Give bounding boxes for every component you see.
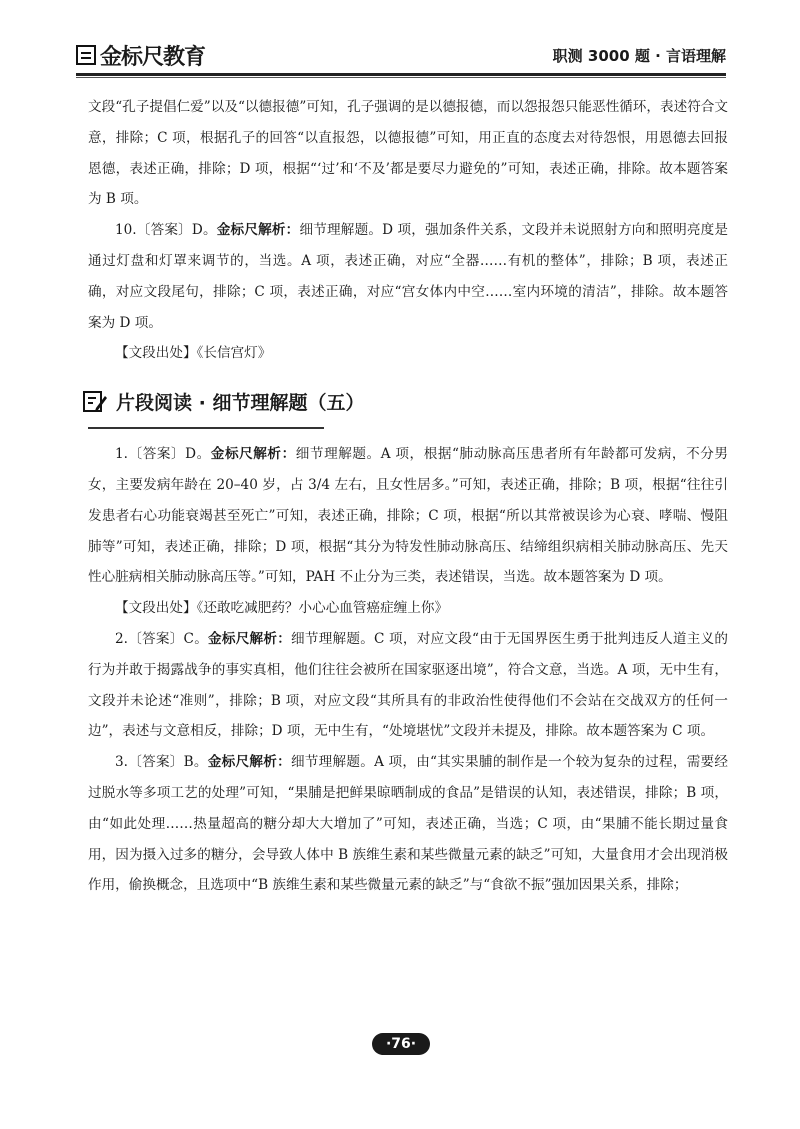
answer-2: [88, 624, 728, 747]
section-heading: [82, 381, 728, 421]
answer-3: [88, 747, 728, 901]
section-rule: [88, 427, 324, 429]
answer-lead: 10.〔答案〕D。: [115, 222, 217, 239]
analysis-tag: 金标尺解析：: [216, 222, 300, 239]
running-title: 职测 3000 题 · 言语理解: [552, 46, 726, 65]
brand: [76, 40, 205, 71]
analysis-tag: 金标尺解析：: [210, 446, 296, 463]
answer-10: [88, 215, 728, 338]
answer-body: 细节理解题。C 项，对应文段“由于无国界医生勇于批判违反人道主义的行为并敢于揭露战争的事实真相，他们往往会被所在国家驱逐出境”，符合文意，当选。A 项，无中生有，文段并未论述“准则”，排除；B 项，对应文段“其所具有的非政治性使得他们不会站在交战双方的任何一边”，表述与文意相反，排除；D 项，无中生有，“处境堪忧”文段并未提及，排除。故本题答案为 C 项。: [88, 630, 729, 740]
answer-lead: 3.〔答案〕B。: [115, 754, 208, 771]
section-title: 片段阅读 · 细节理解题（五）: [116, 391, 365, 414]
page-header: [76, 38, 726, 72]
page-number: ·76·: [372, 1033, 430, 1055]
page-content: [88, 92, 728, 901]
answer-lead: 2.〔答案〕C。: [115, 630, 209, 647]
answer-lead: 1.〔答案〕D。: [115, 446, 211, 463]
answer-body: 细节理解题。D 项，强加条件关系，文段并未说照射方向和照明亮度是通过灯盘和灯罩来调节的，当选。A 项，表述正确，对应“全器……有机的整体”，排除；B 项，表述正确，对应文段尾句，排除；C 项，表述正确，对应“宫女体内中空……室内环境的清洁”，排除。故本题答案为 D 项。: [88, 222, 728, 331]
source-10: 【文段出处】《长信宫灯》: [115, 345, 272, 362]
header-rule: [76, 73, 726, 76]
continued-paragraph: 文段“孔子提倡仁爱”以及“以德报德”可知，孔子强调的是以德报德，而以怨报怨只能恶性循环，表述符合文意，排除；C 项，根据孔子的回答“以直报怨，以德报德”可知，用正直的态度去对待怨恨，用恩德去回报恩德，表述正确，排除；D 项，根据“‘过’和‘不及’都是要尽力避免的”可知，表述正确，排除。故本题答案为 B 项。: [88, 99, 728, 208]
source-1: 【文段出处】《还敢吃减肥药？小心心血管癌症缠上你》: [115, 600, 449, 617]
brand-name: 金标尺教育: [100, 44, 206, 70]
answer-1: [88, 439, 728, 593]
header-rule-thin: [76, 77, 726, 78]
answer-body: 细节理解题。A 项，根据“肺动脉高压患者所有年龄都可发病，不分男女，主要发病年龄在 20–40 岁，占 3/4 左右，且女性居多。”可知，表述正确，排除；B 项，根据“往往引发患者右心功能衰竭甚至死亡”可知，表述正确，排除；C 项，根据“所以其常被误诊为心衰、哮喘、慢阻肺等”可知，表述正确，排除；D 项，根据“其分为特发性肺动脉高压、结缔组织病相关肺动脉高压、先天性心脏病相关肺动脉高压等。”可知，PAH 不止分为三类，表述错误，当选。故本题答案为 D 项。: [88, 446, 728, 586]
answer-body: 细节理解题。A 项，由“其实果脯的制作是一个较为复杂的过程，需要经过脱水等多项工艺的处理”可知，“果脯是把鲜果晾晒制成的食品”是错误的认知，表述错误，排除；B 项，由“如此处理……热量超高的糖分却大大增加了”可知，表述正确，当选；C 项，由“果脯不能长期过量食用，因为摄入过多的糖分，会导致人体中 B 族维生素和某些微量元素的缺乏”可知，大量食用才会出现消极作用，偷换概念，且选项中“B 族维生素和某些微量元素的缺乏”与“食欲不振”强加因果关系，排除；: [88, 754, 729, 894]
edit-note-icon: [82, 389, 108, 413]
brand-logo-icon: [76, 45, 96, 65]
analysis-tag: 金标尺解析：: [207, 754, 291, 771]
analysis-tag: 金标尺解析：: [208, 630, 292, 647]
